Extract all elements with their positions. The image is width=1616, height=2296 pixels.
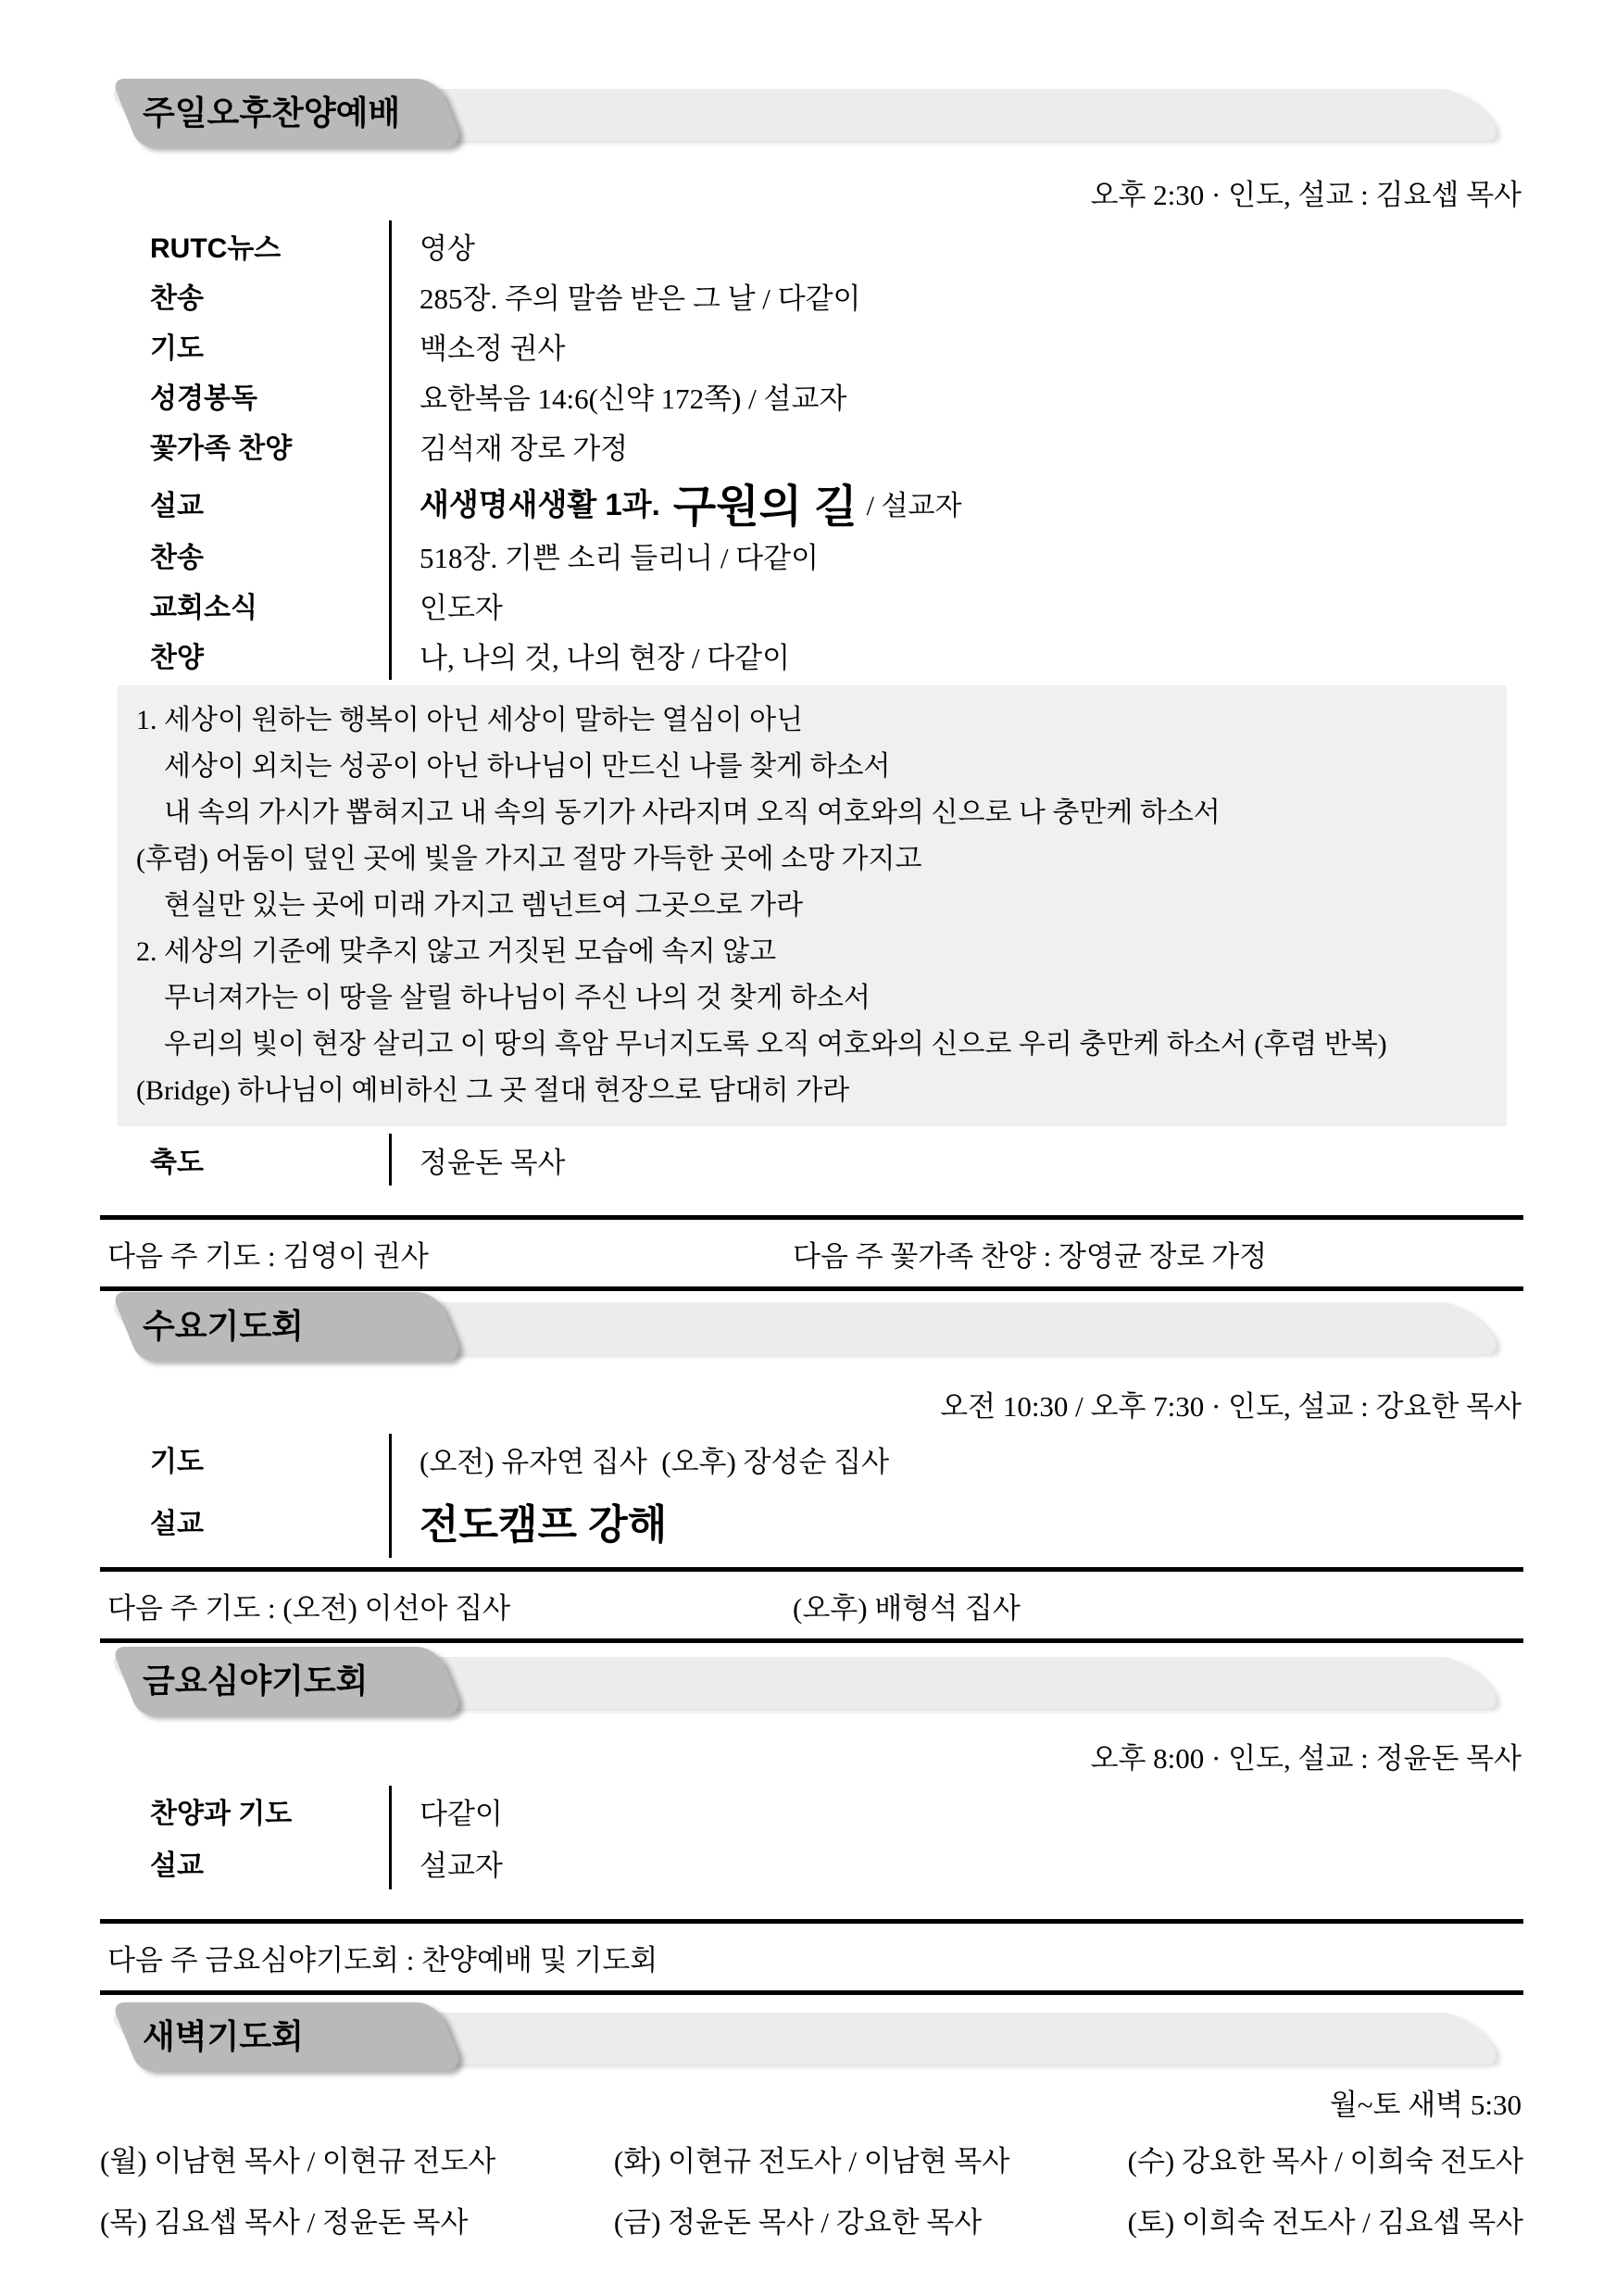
program-item-label: 찬송 (150, 283, 204, 314)
dawn-schedule-item: (수) 강요한 목사 / 이희숙 전도사 (1127, 2145, 1523, 2177)
next-week-bar (100, 1215, 1523, 1291)
program-row (100, 420, 1523, 470)
lyric-line: 1. 세상이 원하는 행복이 아닌 세상이 말하는 열심이 아닌 (136, 705, 804, 735)
section-banner-friday-night (100, 1647, 1523, 1717)
program-item-label: 꽃가족 찬양 (150, 433, 293, 464)
sermon-series: 새생명새생활 1과. (420, 487, 660, 521)
program-item-label: 축도 (150, 1148, 204, 1178)
program-table (100, 220, 1523, 680)
banner-dark-tab (111, 2002, 465, 2071)
section-banner-wednesday (100, 1292, 1523, 1362)
program-row (100, 220, 1523, 270)
program-row (100, 1786, 1523, 1836)
program-item-label: 설교 (150, 1851, 204, 1881)
next-week-item: 다음 주 금요심야기도회 : 찬양예배 및 기도회 (107, 1943, 658, 1976)
program-row (100, 1836, 1523, 1889)
program-item-content: 나, 나의 것, 나의 현장 / 다같이 (389, 630, 1523, 680)
program-item-label: 기도 (150, 333, 204, 364)
program-item-content: 285장. 주의 말씀 받은 그 날 / 다같이 (389, 270, 1523, 320)
next-week-item: 다음 주 기도 : 김영이 권사 (107, 1239, 429, 1273)
program-item-label: 설교 (150, 1509, 204, 1539)
lyric-line: (Bridge) 하나님이 예비하신 그 곳 절대 현장으로 담대히 가라 (136, 1075, 850, 1106)
program-item-content: (오전) 유자연 집사 (오후) 장성순 집사 (389, 1434, 1523, 1484)
program-row (100, 320, 1523, 370)
hymn-lyrics-box (118, 685, 1507, 1126)
dawn-schedule-item: (토) 이희숙 전도사 / 김요셉 목사 (1127, 2206, 1523, 2239)
program-item-label: 찬양과 기도 (150, 1799, 293, 1829)
program-item-content: 인도자 (389, 580, 1523, 630)
next-week-item: 다음 주 기도 : (오전) 이선아 집사 (107, 1591, 511, 1625)
banner-dark-tab (111, 79, 465, 147)
next-week-item: (오후) 배형석 집사 (793, 1591, 1021, 1625)
next-week-bar (100, 1567, 1523, 1643)
section-title: 주일오후찬양예배 (143, 94, 401, 132)
program-item-label: 기도 (150, 1447, 204, 1477)
program-row (100, 270, 1523, 320)
schedule-line: 오전 10:30 / 오후 7:30 · 인도, 설교 : 강요한 목사 (940, 1390, 1522, 1423)
program-item-content: 김석재 장로 가정 (389, 420, 1523, 470)
benediction-table (100, 1134, 1523, 1186)
schedule-line: 오후 2:30 · 인도, 설교 : 김요셉 목사 (1090, 179, 1522, 211)
next-week-bar (100, 1919, 1523, 1995)
banner-dark-tab (111, 1647, 465, 1715)
program-table (100, 1434, 1523, 1558)
sermon-title: 구원의 길 (672, 483, 858, 532)
program-item-content: 설교자 (389, 1836, 1523, 1889)
bulletin-content (100, 0, 1523, 2296)
dawn-schedule-row (100, 2141, 1523, 2182)
lyric-line: (후렴) 어둠이 덮인 곳에 빛을 가지고 절망 가득한 곳에 소망 가지고 (136, 844, 922, 874)
program-row (100, 530, 1523, 580)
section-title: 수요기도회 (143, 1307, 304, 1345)
program-row (100, 1434, 1523, 1484)
program-item-label: 찬송 (150, 543, 204, 573)
lyric-line: 2. 세상의 기준에 맞추지 않고 거짓된 모습에 속지 않고 (136, 936, 777, 967)
program-item-content: 다같이 (389, 1786, 1523, 1836)
lyric-line: 무너져가는 이 땅을 살릴 하나님이 주신 나의 것 찾게 하소서 (164, 983, 871, 1013)
program-row (100, 370, 1523, 420)
section-banner-dawn (100, 2002, 1523, 2073)
section-title: 새벽기도회 (143, 2017, 304, 2055)
lyric-line: 우리의 빛이 현장 살리고 이 땅의 흑암 무너지도록 오직 여호와의 신으로 우리 충만케 하소서 (후렴 반복) (164, 1029, 1387, 1060)
sermon-suffix: / 설교자 (866, 490, 962, 521)
next-week-item: 다음 주 꽃가족 찬양 : 장영균 장로 가정 (793, 1239, 1268, 1273)
lyric-line: 내 속의 가시가 뽑혀지고 내 속의 동기가 사라지며 오직 여호와의 신으로 나 충만케 하소서 (164, 797, 1221, 828)
section-banner-sunday-afternoon (100, 79, 1523, 149)
program-item-content: 518장. 기쁜 소리 들리니 / 다같이 (389, 530, 1523, 580)
program-table (100, 1786, 1523, 1889)
schedule-line: 오후 8:00 · 인도, 설교 : 정윤돈 목사 (1090, 1742, 1522, 1775)
lyric-line: 세상이 외치는 성공이 아닌 하나님이 만드신 나를 찾게 하소서 (164, 751, 891, 782)
program-item-content: 요한복음 14:6(신약 172쪽) / 설교자 (389, 370, 1523, 420)
program-item-content: 백소정 권사 (389, 320, 1523, 370)
program-row (100, 580, 1523, 630)
dawn-schedule-item: (금) 정윤돈 목사 / 강요한 목사 (613, 2206, 983, 2239)
schedule-line: 월~토 새벽 5:30 (1329, 2089, 1522, 2121)
program-item-label: 교회소식 (150, 593, 257, 623)
program-item-label: 설교 (150, 490, 204, 521)
dawn-schedule-row (100, 2202, 1523, 2243)
dawn-schedule-item: (월) 이남현 목사 / 이현규 전도사 (100, 2145, 496, 2177)
dawn-schedule-item: (목) 김요셉 목사 / 정윤돈 목사 (100, 2206, 469, 2239)
program-item-label: 찬양 (150, 643, 204, 673)
program-item-label: 성경봉독 (150, 383, 257, 414)
program-item-content: 영상 (389, 220, 1523, 270)
sermon-title: 전도캠프 강해 (389, 1484, 1523, 1558)
section-title: 금요심야기도회 (143, 1662, 369, 1700)
banner-dark-tab (111, 1292, 465, 1361)
program-row-sermon (100, 1484, 1523, 1558)
program-row (100, 630, 1523, 680)
benediction-row (100, 1134, 1523, 1186)
lyric-line: 현실만 있는 곳에 미래 가지고 렘넌트여 그곳으로 가라 (164, 890, 804, 921)
program-row-sermon (100, 470, 1523, 530)
program-item-content: 정윤돈 목사 (389, 1134, 1523, 1186)
program-item-label: RUTC뉴스 (150, 233, 282, 264)
dawn-schedule-item: (화) 이현규 전도사 / 이남현 목사 (613, 2145, 1010, 2177)
program-item-content (389, 470, 1523, 534)
